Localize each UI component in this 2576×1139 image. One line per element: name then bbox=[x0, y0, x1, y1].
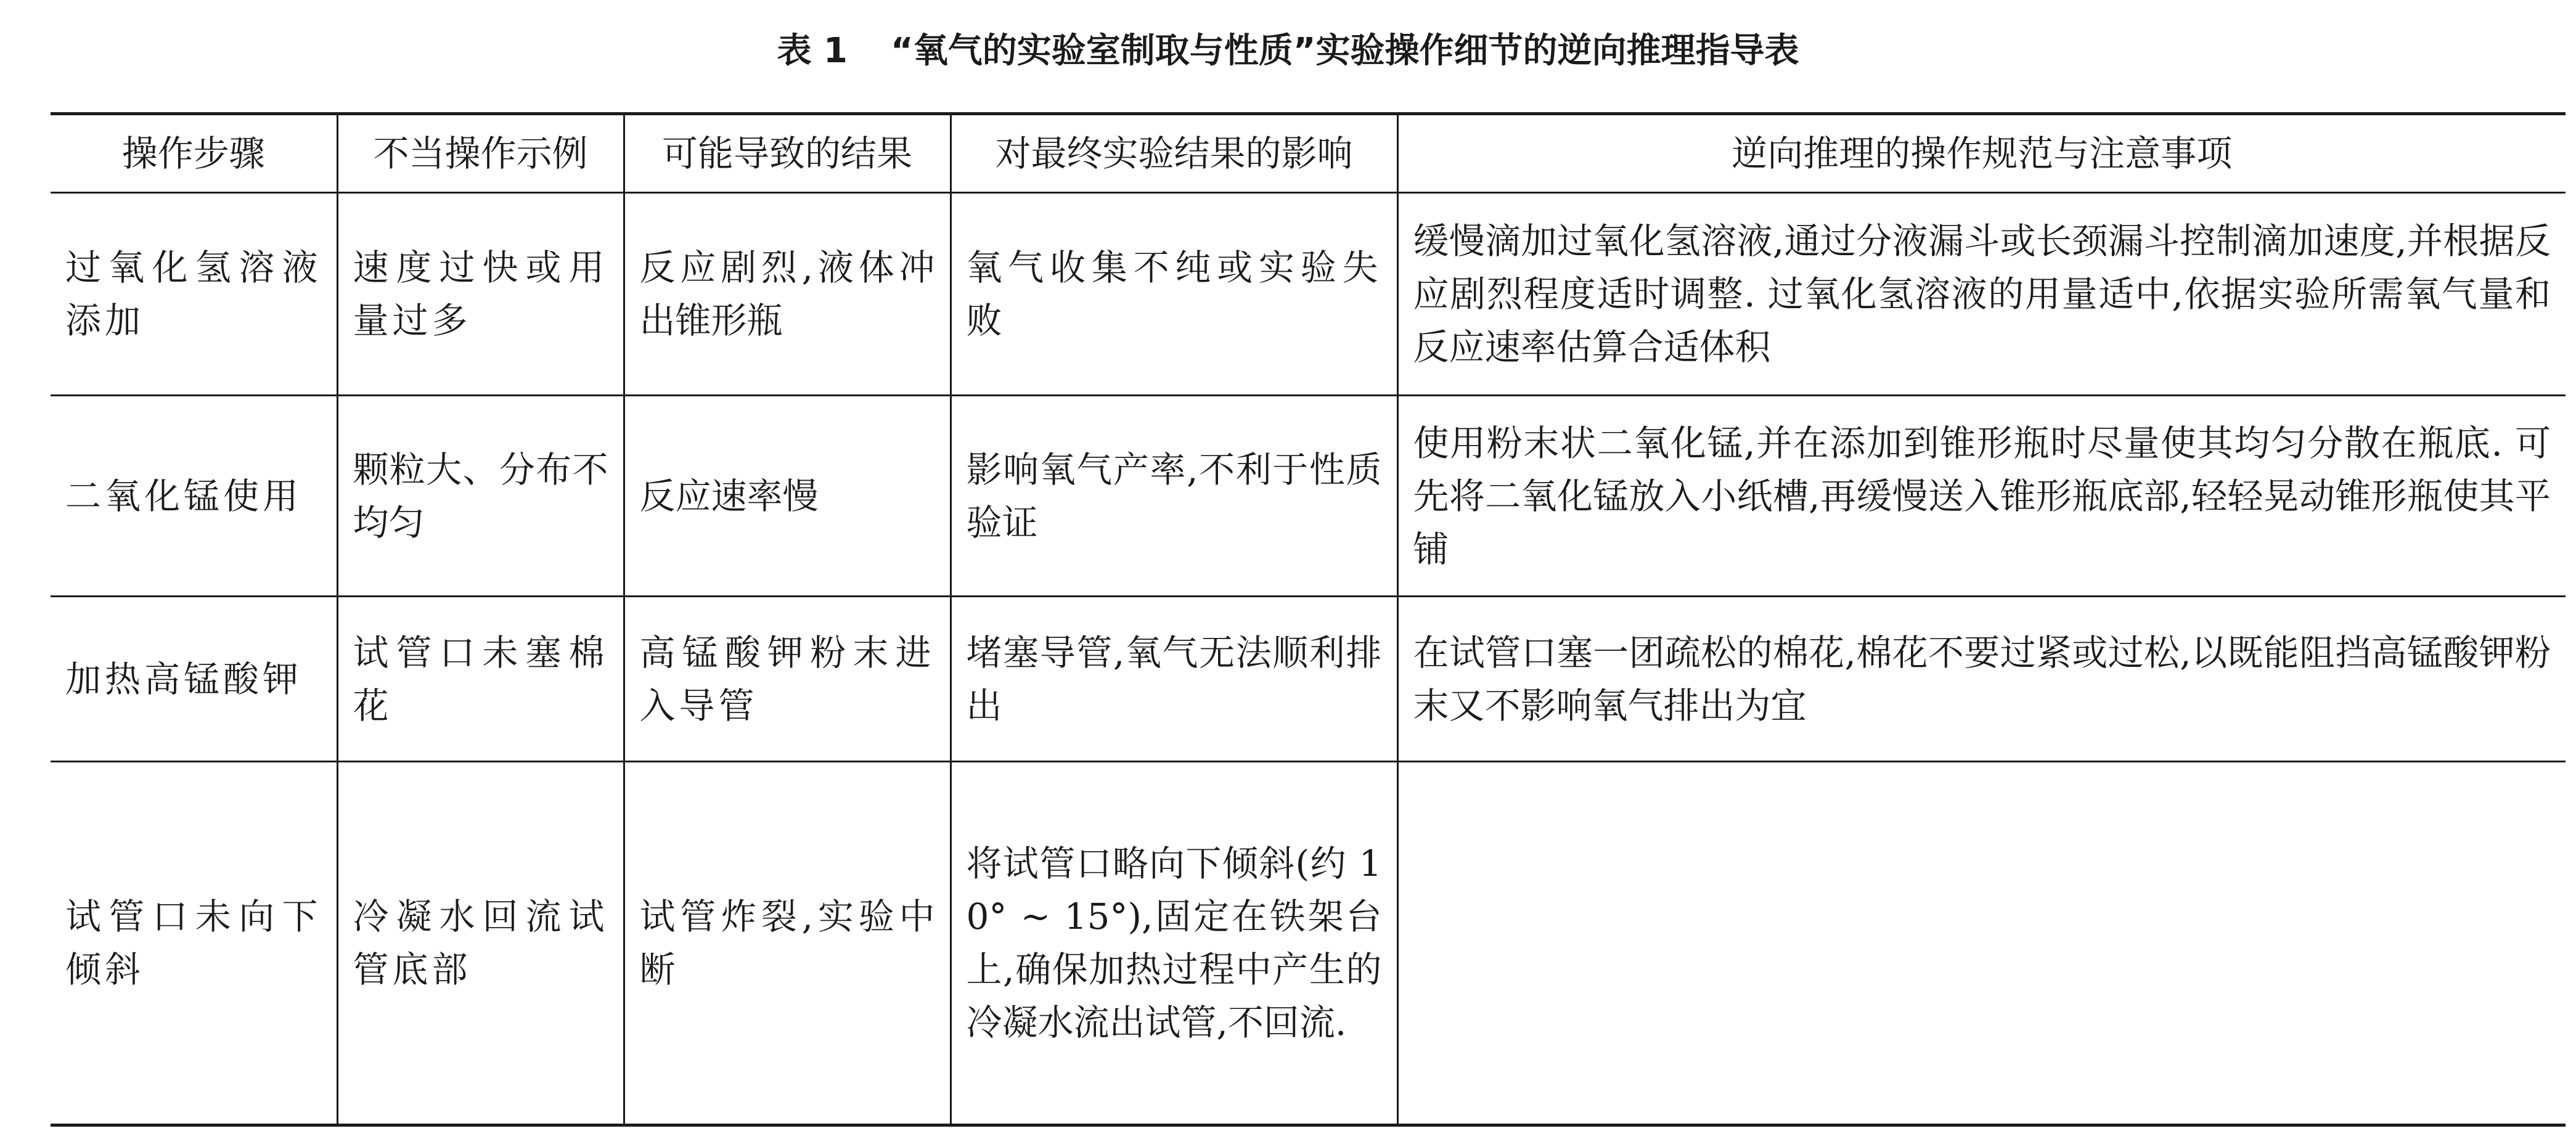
header-row bbox=[51, 114, 2566, 193]
cell-improper: 颗粒大、分布不均匀 bbox=[337, 396, 624, 597]
cell-improper: 速度过快或用量过多 bbox=[337, 193, 624, 396]
cell-step: 过氧化氢溶液添加 bbox=[51, 193, 337, 396]
table-caption bbox=[0, 30, 2576, 73]
header-step: 操作步骤 bbox=[51, 114, 337, 193]
cell-guideline bbox=[1397, 762, 2566, 1125]
cell-guideline: 使用粉末状二氧化锰,并在添加到锥形瓶时尽量使其均匀分散在瓶底. 可先将二氧化锰放入小纸槽,再缓慢送入锥形瓶底部,轻轻晃动锥形瓶使其平铺 bbox=[1397, 396, 2566, 597]
table-row bbox=[51, 597, 2566, 762]
table-body bbox=[51, 193, 2566, 1125]
cell-guideline: 在试管口塞一团疏松的棉花,棉花不要过紧或过松,以既能阻挡高锰酸钾粉末又不影响氧气排出为宜 bbox=[1397, 597, 2566, 762]
header-final-impact: 对最终实验结果的影响 bbox=[951, 114, 1397, 193]
header-possible-result: 可能导致的结果 bbox=[624, 114, 951, 193]
cell-improper: 冷凝水回流试管底部 bbox=[337, 762, 624, 1125]
table-row bbox=[51, 396, 2566, 597]
cell-guideline: 缓慢滴加过氧化氢溶液,通过分液漏斗或长颈漏斗控制滴加速度,并根据反应剧烈程度适时调整. 过氧化氢溶液的用量适中,依据实验所需氧气量和反应速率估算合适体积 bbox=[1397, 193, 2566, 396]
cell-impact: 氧气收集不纯或实验失败 bbox=[951, 193, 1397, 396]
cell-impact: 堵塞导管,氧气无法顺利排出 bbox=[951, 597, 1397, 762]
cell-step: 试管口未向下倾斜 bbox=[51, 762, 337, 1125]
header-guideline: 逆向推理的操作规范与注意事项 bbox=[1397, 114, 2566, 193]
cell-result: 反应剧烈,液体冲出锥形瓶 bbox=[624, 193, 951, 396]
cell-impact: 影响氧气产率,不利于性质验证 bbox=[951, 396, 1397, 597]
table-header bbox=[51, 114, 2566, 193]
cell-result: 反应速率慢 bbox=[624, 396, 951, 597]
cell-result: 试管炸裂,实验中断 bbox=[624, 762, 951, 1125]
table-row bbox=[51, 762, 2566, 1125]
cell-result: 高锰酸钾粉末进入导管 bbox=[624, 597, 951, 762]
table-row bbox=[51, 193, 2566, 396]
cell-step: 加热高锰酸钾 bbox=[51, 597, 337, 762]
reverse-reasoning-guide-table bbox=[51, 112, 2566, 1127]
cell-improper: 试管口未塞棉花 bbox=[337, 597, 624, 762]
cell-impact: 将试管口略向下倾斜(约 10° ~ 15°),固定在铁架台上,确保加热过程中产生的冷凝水流出试管,不回流. bbox=[951, 762, 1397, 1125]
table-title: “氧气的实验室制取与性质”实验操作细节的逆向推理指导表 bbox=[890, 31, 1799, 71]
cell-step: 二氧化锰使用 bbox=[51, 396, 337, 597]
table-number: 表 1 bbox=[777, 31, 848, 71]
header-improper-example: 不当操作示例 bbox=[337, 114, 624, 193]
